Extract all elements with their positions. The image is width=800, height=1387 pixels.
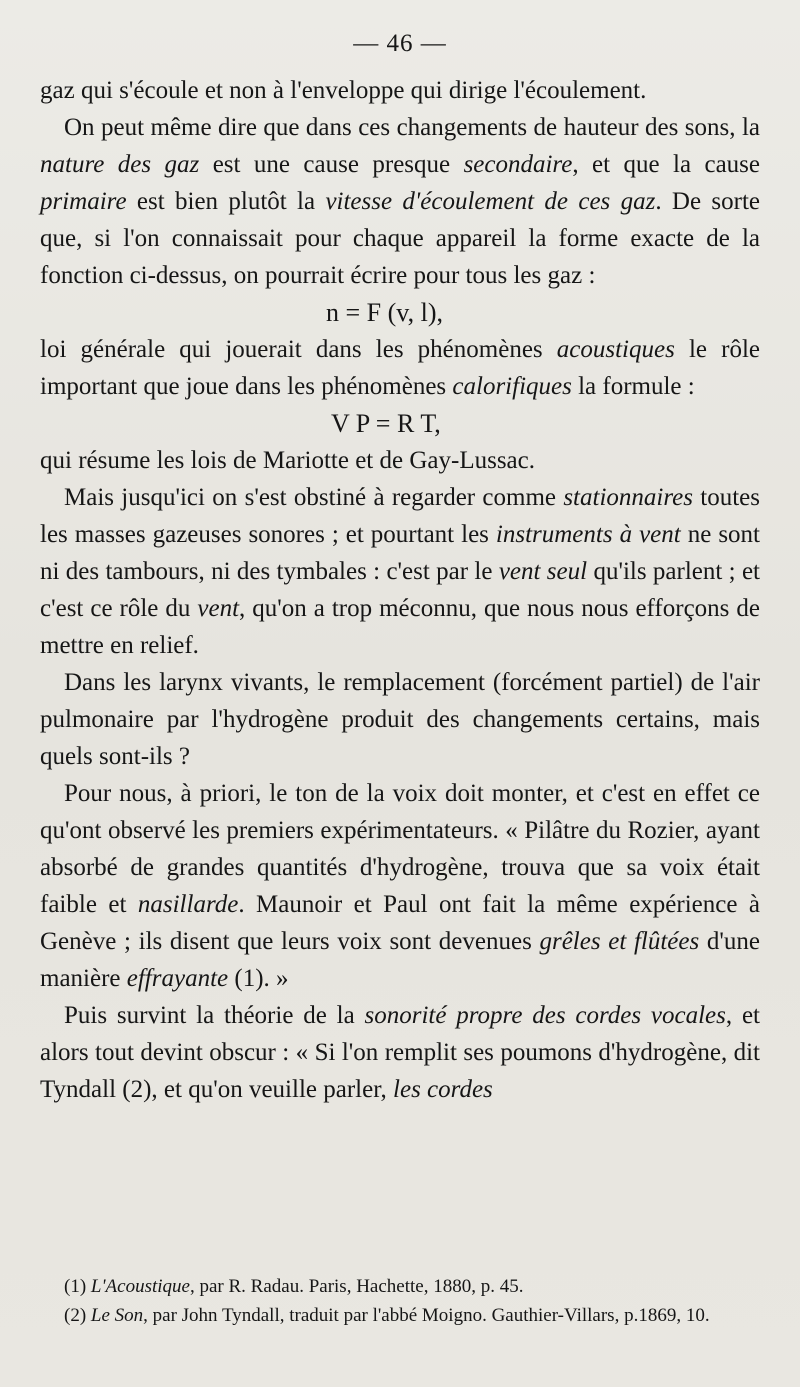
text-run: (1). »: [228, 965, 289, 992]
page-number: — 46 —: [353, 30, 447, 57]
text-run: Puis survint la théorie de la: [64, 1002, 365, 1029]
text-run: , et que la cause: [572, 151, 760, 178]
text-run: , qu'on a trop méconnu, que nous nous efforçons de mettre en relief.: [40, 595, 760, 659]
text-run: Mais jusqu'ici on s'est obstiné à regarder comme: [64, 484, 564, 511]
italic-run: nasillarde: [137, 891, 239, 918]
italic-run: effrayante: [126, 965, 229, 992]
footnote-1: [40, 1272, 765, 1301]
italic-run: grêles et flûtées: [539, 928, 700, 955]
italic-run: vitesse d'écoulement de ces gaz: [325, 188, 656, 215]
italic-run: stationnaires: [563, 484, 693, 511]
footnote-title: L'Acoustique: [90, 1276, 190, 1297]
paragraph-7: [40, 997, 760, 1108]
text-run: On peut même dire que dans ces changements de hauteur des sons, la: [64, 114, 760, 141]
text-run: qu'ils parlent ; et c'est ce rôle du: [40, 558, 760, 622]
text-run: toutes les masses gazeuses sonores ; et pourtant les: [40, 484, 760, 548]
text-run: d'une manière: [40, 928, 760, 992]
footnote-2: [40, 1301, 765, 1330]
paragraph-continuation: gaz qui s'écoule et non à l'enveloppe qui dirige l'écoulement.: [40, 77, 647, 104]
footnote-text: , par R. Radau. Paris, Hachette, 1880, p. 45.: [189, 1276, 524, 1297]
formula-n-equals-f: n = F (v, l),: [326, 298, 443, 327]
paragraph-5: Dans les larynx vivants, le remplacement (forcément partiel) de l'air pulmonaire par l'hydrogène produit des changements certains, mais quels sont-ils ?: [40, 669, 760, 770]
footnote-number: (2): [64, 1305, 91, 1326]
paragraph-1: [40, 109, 760, 294]
italic-run: acoustiques: [556, 336, 675, 363]
paragraph-4: [40, 479, 760, 664]
text-run: loi générale qui jouerait dans les phénomènes: [40, 336, 557, 363]
text-run: est une cause presque: [199, 151, 464, 178]
footnote-text: , par John Tyndall, traduit par l'abbé Moigno. Gauthier-Villars, p.1869, 10.: [143, 1305, 710, 1326]
text-run: . De sorte que, si l'on connaissait pour chaque appareil la forme exacte de la fonction ci-dessus, on pourrait écrire pour tous les gaz :: [40, 188, 761, 289]
text-run: . Maunoir et Paul ont fait la même expérience à Genève ; ils disent que leurs voix sont devenues: [40, 891, 761, 955]
text-run: le rôle important que joue dans les phénomènes: [40, 336, 760, 400]
italic-run: secondaire: [463, 151, 573, 178]
footnote-number: (1): [64, 1276, 91, 1297]
text-run: est bien plutôt la: [126, 188, 326, 215]
italic-run: primaire: [40, 188, 127, 215]
text-run: Pour nous, à priori, le ton de la voix doit monter, et c'est en effet ce qu'ont observé les premiers expérimentateurs. « Pilâtre du Rozier, ayant absorbé de grandes quantités d'hydrogène, trouva que sa voix était faible et: [40, 780, 760, 918]
footnote-title: Le Son: [90, 1305, 144, 1326]
text-run: la formule :: [571, 373, 695, 400]
italic-run: les cordes: [393, 1076, 493, 1103]
italic-run: instruments à vent: [495, 521, 681, 548]
paragraph-6: [40, 775, 760, 997]
paragraph-2: [40, 331, 760, 405]
footnotes: [40, 1272, 765, 1330]
italic-run: calorifiques: [452, 373, 572, 400]
italic-run: nature des gaz: [40, 151, 200, 178]
text-run: , et alors tout devint obscur : « Si l'on remplit ses poumons d'hydrogène, dit Tyndall (2), et qu'on veuille parler,: [40, 1002, 760, 1103]
italic-run: vent seul: [498, 558, 588, 585]
italic-run: vent: [197, 595, 240, 622]
formula-vp-equals-rt: V P = R T,: [331, 409, 441, 438]
main-text: [40, 72, 760, 1108]
text-run: ne sont ni des tambours, ni des tymbales : c'est par le: [40, 521, 760, 585]
italic-run: sonorité propre des cordes vocales: [364, 1002, 726, 1029]
paragraph-3: qui résume les lois de Mariotte et de Gay-Lussac.: [40, 447, 535, 474]
